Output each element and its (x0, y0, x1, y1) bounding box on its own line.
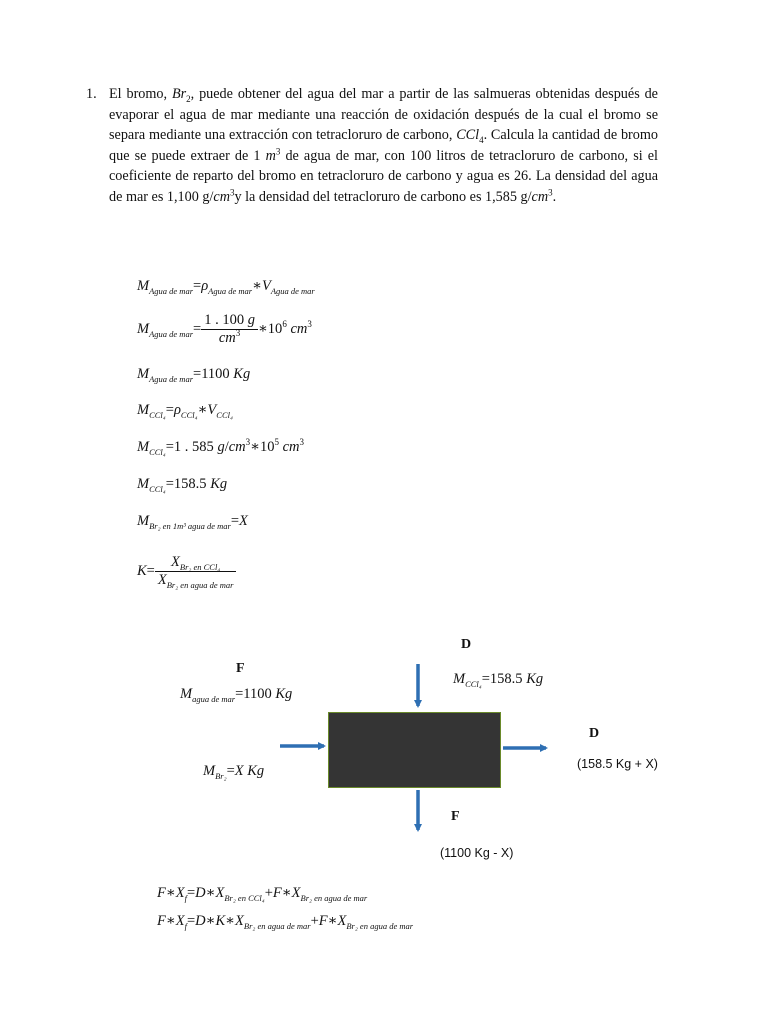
label-feed-f: F (236, 661, 245, 676)
equation-mass-bromine: $M_{Br_2 en 1m^3 agua de mar}=X$ (137, 513, 248, 531)
equation-mass-ccl4-formula: $M_{CCl_4}=\rho_{CCl_4}∗V_{CCl_4}$ (137, 402, 233, 420)
equation-mass-seawater-formula: $M_{Agua de mar}=\rho_{Agua de mar}∗V_{Agua de mar}$ (137, 278, 315, 296)
problem-text: El bromo, $Br_2$, puede obtener del agua del mar a partir de las salmueras obtenidas después de evaporar el agua de mar mediante una reacción de oxidación después de la cual el bromo se separa mediante una extracción con tetracloruro de carbono, CCl$_4$. Calcula la cantidad de bromo que se puede extraer de 1 $m^3$ de agua de mar, con 100 litros de tetracloruro de carbono, si el coeficiente de reparto del bromo en tetracloruro de carbono y agua es 26. La densidad del agua de mar es 1,100 $g/cm^3y$ la densidad del tetracloruro de carbono es 1,585 $g/cm^3$. (109, 86, 658, 205)
equation-mass-seawater-result: $M_{Agua de mar}=1100$ Kg (137, 366, 251, 384)
equation-mass-ccl4-substitution: $M_{CCl_4}=1$ . 585 $g/cm^3∗10^5$ $cm^3$ (137, 437, 305, 457)
balance-equation-1: $F∗X_f=D∗X_{Br_2 en CCl_4}+F∗X_{Br_2 en agua de mar}$ (157, 885, 368, 903)
extract-stream-value: (158.5 Kg + X) (577, 757, 658, 771)
raffinate-stream-value: (1100 Kg - X) (440, 846, 514, 860)
problem-number: 1. (86, 86, 97, 102)
label-solvent-d: D (461, 637, 472, 652)
equation-partition-coefficient: K= $\frac{X_{Br_2 en CCl_4}}{X_{Br_2 en agua de mar}}$ (137, 554, 236, 589)
solvent-ccl4-mass: $M_{CCl_4}=158.5$ Kg (453, 671, 544, 689)
label-extract-d: D (589, 726, 600, 741)
equation-mass-seawater-substitution: $M_{Agua de mar}=$ $\frac{1 . 100 g}{cm^3}$ $∗10^6$ $cm^3$ (137, 312, 312, 346)
feed-bromine-mass: $M_{Br_2}=X$ Kg (203, 763, 265, 781)
label-raffinate-f: F (451, 809, 460, 824)
feed-seawater-mass: $M_{agua de mar}=1100$ Kg (180, 686, 293, 704)
balance-equation-2: $F∗X_f=D∗K∗X_{Br_2 en agua de mar}+F∗X_{Br_2 en agua de mar}$ (157, 913, 414, 931)
equation-mass-ccl4-result: $M_{CCl_4}=158.5$ Kg (137, 476, 228, 494)
extraction-unit-box (328, 712, 501, 788)
